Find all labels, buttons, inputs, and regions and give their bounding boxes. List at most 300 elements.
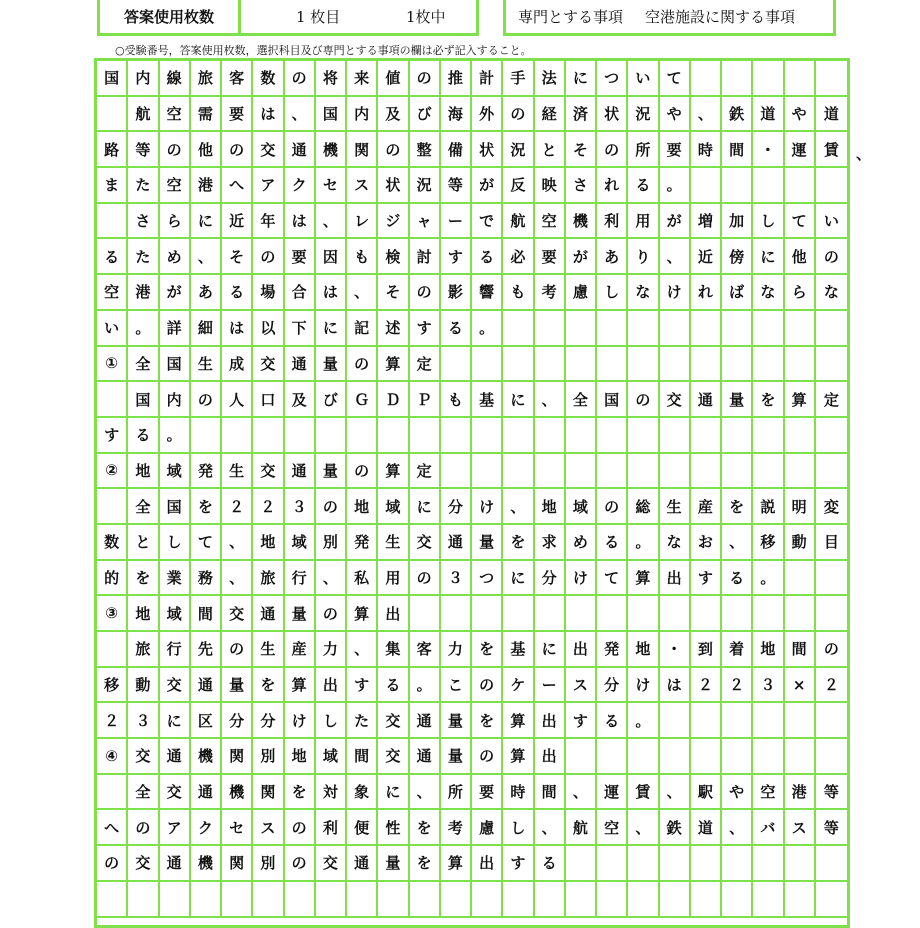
grid-cell: 国 <box>316 97 347 133</box>
grid-cell: 賃 <box>816 132 847 168</box>
grid-cell: 行 <box>285 561 316 597</box>
grid-cell: る <box>222 275 253 311</box>
grid-cell: 、 <box>222 525 253 561</box>
grid-cell <box>628 418 659 454</box>
grid-cell: 慮 <box>472 810 503 846</box>
grid-cell: ス <box>785 810 816 846</box>
grid-cell <box>441 347 472 383</box>
grid-cell: 国 <box>160 347 191 383</box>
grid-row <box>97 132 847 168</box>
grid-cell: 駅 <box>691 775 722 811</box>
grid-cell: 全 <box>128 775 159 811</box>
grid-cell: 記 <box>347 311 378 347</box>
grid-cell: 、 <box>691 97 722 133</box>
grid-cell: 近 <box>222 204 253 240</box>
grid-cell: 推 <box>441 61 472 97</box>
answer-grid <box>94 58 850 928</box>
grid-row <box>97 739 847 775</box>
grid-cell: 、 <box>535 810 566 846</box>
grid-cell: セ <box>316 168 347 204</box>
overflow-comma: 、 <box>856 145 872 163</box>
grid-cell: 要 <box>660 132 691 168</box>
grid-cell <box>816 596 847 632</box>
grid-row <box>97 418 847 454</box>
grid-cell: る <box>628 168 659 204</box>
grid-cell: 近 <box>691 239 722 275</box>
grid-cell: れ <box>597 168 628 204</box>
grid-cell: な <box>660 525 691 561</box>
grid-cell <box>785 418 816 454</box>
grid-cell: 間 <box>535 775 566 811</box>
grid-cell <box>753 454 784 490</box>
grid-cell: 通 <box>285 132 316 168</box>
grid-cell: の <box>97 846 128 882</box>
grid-row <box>97 703 847 739</box>
grid-cell: 性 <box>378 810 409 846</box>
grid-cell <box>816 347 847 383</box>
grid-cell: 産 <box>285 632 316 668</box>
grid-cell: 反 <box>503 168 534 204</box>
grid-cell: 交 <box>660 382 691 418</box>
grid-row <box>97 382 847 418</box>
grid-row <box>97 882 847 918</box>
grid-cell: 交 <box>160 668 191 704</box>
grid-cell: 便 <box>347 810 378 846</box>
grid-cell: 変 <box>816 489 847 525</box>
grid-cell: 機 <box>566 204 597 240</box>
grid-cell: ジ <box>378 204 409 240</box>
grid-cell <box>472 596 503 632</box>
grid-cell: 旅 <box>191 61 222 97</box>
grid-cell: 国 <box>97 61 128 97</box>
grid-cell: そ <box>378 275 409 311</box>
grid-cell <box>566 454 597 490</box>
grid-cell <box>472 454 503 490</box>
grid-cell: 交 <box>253 132 284 168</box>
grid-cell: 航 <box>503 204 534 240</box>
grid-cell <box>722 596 753 632</box>
grid-cell: 量 <box>222 668 253 704</box>
grid-cell: ス <box>347 168 378 204</box>
grid-cell: 移 <box>97 668 128 704</box>
grid-cell <box>816 61 847 97</box>
grid-cell: 。 <box>628 525 659 561</box>
grid-cell: 。 <box>628 703 659 739</box>
grid-cell <box>316 882 347 918</box>
grid-row <box>97 525 847 561</box>
grid-cell: 考 <box>535 275 566 311</box>
grid-cell: 通 <box>253 596 284 632</box>
grid-cell <box>785 561 816 597</box>
grid-cell: 総 <box>628 489 659 525</box>
grid-cell <box>816 739 847 775</box>
grid-cell <box>785 454 816 490</box>
grid-cell <box>660 454 691 490</box>
grid-cell: 空 <box>160 168 191 204</box>
grid-cell: し <box>503 810 534 846</box>
grid-cell: 客 <box>222 61 253 97</box>
grid-cell: の <box>128 810 159 846</box>
grid-cell: 通 <box>285 347 316 383</box>
grid-cell: を <box>191 489 222 525</box>
grid-cell: 通 <box>285 454 316 490</box>
grid-cell: 客 <box>410 632 441 668</box>
grid-row <box>97 347 847 383</box>
grid-cell <box>691 61 722 97</box>
grid-cell: す <box>97 418 128 454</box>
grid-cell: ら <box>160 204 191 240</box>
grid-cell: 算 <box>347 596 378 632</box>
grid-cell: 別 <box>253 739 284 775</box>
grid-cell: ３ <box>753 668 784 704</box>
grid-row <box>97 168 847 204</box>
grid-cell: 況 <box>503 132 534 168</box>
grid-cell: の <box>378 132 409 168</box>
grid-cell: 基 <box>472 382 503 418</box>
grid-cell: ケ <box>503 668 534 704</box>
grid-cell <box>191 882 222 918</box>
grid-cell: あ <box>597 239 628 275</box>
grid-cell <box>566 846 597 882</box>
grid-cell: 機 <box>191 846 222 882</box>
grid-cell: を <box>410 810 441 846</box>
grid-cell: 求 <box>535 525 566 561</box>
grid-cell: ２ <box>222 489 253 525</box>
grid-cell <box>722 454 753 490</box>
grid-cell <box>628 347 659 383</box>
grid-row <box>97 561 847 597</box>
grid-cell: 通 <box>691 382 722 418</box>
grid-cell: を <box>503 525 534 561</box>
grid-cell: し <box>316 703 347 739</box>
grid-cell <box>816 703 847 739</box>
grid-cell: バ <box>753 810 784 846</box>
grid-cell: が <box>160 275 191 311</box>
grid-cell: に <box>410 489 441 525</box>
grid-cell: の <box>410 61 441 97</box>
grid-cell: な <box>816 275 847 311</box>
grid-cell: 増 <box>691 204 722 240</box>
grid-cell: 対 <box>316 775 347 811</box>
grid-cell: 、 <box>503 489 534 525</box>
grid-cell: Ｄ <box>378 382 409 418</box>
grid-cell: し <box>160 525 191 561</box>
grid-cell: 交 <box>253 347 284 383</box>
grid-cell: の <box>410 275 441 311</box>
grid-cell: の <box>285 810 316 846</box>
grid-cell <box>753 311 784 347</box>
grid-cell: 機 <box>222 775 253 811</box>
grid-cell: 影 <box>441 275 472 311</box>
grid-cell: 地 <box>128 596 159 632</box>
grid-cell: の <box>597 489 628 525</box>
grid-cell: を <box>753 382 784 418</box>
grid-cell: 交 <box>222 596 253 632</box>
grid-cell <box>222 882 253 918</box>
grid-cell: 定 <box>410 454 441 490</box>
grid-cell: 数 <box>97 525 128 561</box>
grid-cell <box>628 454 659 490</box>
grid-cell: 慮 <box>566 275 597 311</box>
grid-cell <box>785 739 816 775</box>
grid-cell: の <box>472 739 503 775</box>
grid-cell: 外 <box>472 97 503 133</box>
grid-cell: な <box>628 275 659 311</box>
grid-cell <box>503 596 534 632</box>
grid-cell: は <box>660 668 691 704</box>
grid-cell <box>441 596 472 632</box>
grid-cell: 及 <box>378 97 409 133</box>
grid-cell: 区 <box>191 703 222 739</box>
grid-cell: の <box>222 132 253 168</box>
grid-cell: さ <box>566 168 597 204</box>
grid-cell: 算 <box>785 382 816 418</box>
grid-cell <box>816 311 847 347</box>
grid-cell: 、 <box>347 632 378 668</box>
grid-cell: 分 <box>222 703 253 739</box>
grid-cell: と <box>128 525 159 561</box>
grid-cell: も <box>347 239 378 275</box>
grid-cell: つ <box>472 561 503 597</box>
grid-cell <box>628 739 659 775</box>
grid-cell: け <box>285 703 316 739</box>
grid-cell: の <box>191 382 222 418</box>
grid-cell <box>660 739 691 775</box>
grid-cell: 定 <box>410 347 441 383</box>
grid-cell <box>566 311 597 347</box>
grid-cell: 関 <box>222 846 253 882</box>
grid-cell: 地 <box>128 454 159 490</box>
grid-cell: す <box>566 703 597 739</box>
grid-cell: 交 <box>316 846 347 882</box>
grid-cell <box>347 418 378 454</box>
grid-cell: 運 <box>597 775 628 811</box>
grid-cell: 。 <box>410 668 441 704</box>
grid-cell <box>566 596 597 632</box>
grid-cell: 手 <box>503 61 534 97</box>
grid-cell: 域 <box>378 489 409 525</box>
grid-cell: ３ <box>128 703 159 739</box>
grid-cell: 、 <box>222 561 253 597</box>
grid-cell: 量 <box>316 347 347 383</box>
specialty-value: 空港施設に関する事項 <box>645 8 796 26</box>
grid-cell: 、 <box>410 775 441 811</box>
grid-cell: に <box>503 561 534 597</box>
grid-cell <box>410 418 441 454</box>
grid-cell: 等 <box>816 775 847 811</box>
grid-cell: 路 <box>97 132 128 168</box>
grid-row <box>97 311 847 347</box>
grid-cell: そ <box>566 132 597 168</box>
grid-cell: の <box>628 382 659 418</box>
grid-cell: 以 <box>253 311 284 347</box>
grid-cell: ２ <box>816 668 847 704</box>
grid-cell: へ <box>222 168 253 204</box>
grid-cell: 討 <box>410 239 441 275</box>
grid-cell <box>816 882 847 918</box>
grid-cell: を <box>472 703 503 739</box>
grid-cell: な <box>753 275 784 311</box>
grid-cell: ば <box>722 275 753 311</box>
grid-cell: 集 <box>378 632 409 668</box>
grid-cell: 生 <box>191 347 222 383</box>
grid-cell: も <box>441 382 472 418</box>
grid-row <box>97 454 847 490</box>
grid-cell: 他 <box>191 132 222 168</box>
grid-cell: 合 <box>285 275 316 311</box>
grid-cell: 況 <box>628 97 659 133</box>
grid-cell <box>816 454 847 490</box>
grid-cell: 。 <box>753 561 784 597</box>
grid-cell: 等 <box>816 810 847 846</box>
grid-cell: 数 <box>253 61 284 97</box>
grid-cell: ② <box>97 454 128 490</box>
grid-cell: 。 <box>160 418 191 454</box>
grid-cell: 要 <box>285 239 316 275</box>
grid-cell <box>597 311 628 347</box>
grid-cell: 。 <box>128 311 159 347</box>
grid-cell <box>691 882 722 918</box>
grid-cell <box>441 418 472 454</box>
grid-cell: 口 <box>253 382 284 418</box>
grid-cell: 関 <box>222 739 253 775</box>
grid-cell <box>285 418 316 454</box>
grid-cell: に <box>535 632 566 668</box>
grid-cell: 生 <box>253 632 284 668</box>
grid-cell <box>535 454 566 490</box>
grid-cell: の <box>285 846 316 882</box>
grid-cell: 加 <box>722 204 753 240</box>
grid-cell: お <box>691 525 722 561</box>
grid-cell <box>597 846 628 882</box>
grid-cell: × <box>785 668 816 704</box>
grid-cell: や <box>722 775 753 811</box>
grid-cell: 港 <box>191 168 222 204</box>
grid-cell: け <box>660 275 691 311</box>
grid-cell <box>566 347 597 383</box>
grid-cell <box>285 882 316 918</box>
grid-cell: Ｇ <box>347 382 378 418</box>
grid-cell: め <box>566 525 597 561</box>
grid-cell: い <box>628 61 659 97</box>
grid-cell: 映 <box>535 168 566 204</box>
grid-cell: け <box>472 489 503 525</box>
grid-cell: 私 <box>347 561 378 597</box>
grid-cell: 的 <box>97 561 128 597</box>
grid-cell <box>785 703 816 739</box>
grid-cell <box>722 311 753 347</box>
grid-cell: 年 <box>253 204 284 240</box>
grid-cell: 交 <box>253 454 284 490</box>
grid-cell: 出 <box>378 596 409 632</box>
grid-cell: 出 <box>316 668 347 704</box>
grid-cell <box>691 168 722 204</box>
grid-cell: の <box>816 239 847 275</box>
grid-row <box>97 489 847 525</box>
grid-cell: 通 <box>441 525 472 561</box>
grid-cell: ス <box>253 810 284 846</box>
grid-cell <box>503 882 534 918</box>
grid-cell: 出 <box>472 846 503 882</box>
grid-cell: る <box>722 561 753 597</box>
grid-cell: 要 <box>535 239 566 275</box>
grid-cell: 関 <box>347 132 378 168</box>
grid-cell <box>97 204 128 240</box>
grid-cell: 量 <box>378 846 409 882</box>
grid-cell <box>691 418 722 454</box>
grid-cell <box>535 347 566 383</box>
grid-cell: 量 <box>722 382 753 418</box>
grid-cell: 細 <box>191 311 222 347</box>
grid-cell <box>753 739 784 775</box>
grid-cell <box>691 454 722 490</box>
grid-cell: 等 <box>128 132 159 168</box>
grid-cell <box>691 311 722 347</box>
grid-cell <box>597 454 628 490</box>
grid-cell: 状 <box>378 168 409 204</box>
grid-cell: 地 <box>285 739 316 775</box>
grid-cell <box>441 882 472 918</box>
grid-cell: ー <box>441 204 472 240</box>
grid-cell: こ <box>441 668 472 704</box>
grid-cell <box>97 97 128 133</box>
instruction-note: ○受験番号，答案使用枚数，選択科目及び専門とする事項の欄は必ず記入すること。 <box>115 44 532 57</box>
grid-cell: つ <box>597 61 628 97</box>
grid-cell: 、 <box>316 204 347 240</box>
grid-cell <box>97 882 128 918</box>
grid-cell <box>785 596 816 632</box>
grid-cell: ２ <box>253 489 284 525</box>
grid-cell <box>441 454 472 490</box>
grid-cell <box>628 846 659 882</box>
grid-cell <box>753 846 784 882</box>
grid-cell <box>660 846 691 882</box>
grid-cell: 出 <box>566 632 597 668</box>
grid-cell: が <box>472 168 503 204</box>
grid-cell: ２ <box>691 668 722 704</box>
grid-cell: 因 <box>316 239 347 275</box>
sheet-count-label: 答案使用枚数 <box>100 0 241 33</box>
grid-cell <box>503 454 534 490</box>
grid-cell: 通 <box>410 739 441 775</box>
grid-cell: 通 <box>191 775 222 811</box>
grid-cell: 生 <box>378 525 409 561</box>
grid-cell <box>597 882 628 918</box>
grid-cell <box>785 846 816 882</box>
grid-cell <box>660 347 691 383</box>
grid-cell: 基 <box>503 632 534 668</box>
grid-cell: 時 <box>503 775 534 811</box>
sheet-total: 1枚中 <box>406 8 446 26</box>
grid-cell: 場 <box>253 275 284 311</box>
grid-cell: 旅 <box>128 632 159 668</box>
grid-cell: る <box>597 703 628 739</box>
grid-cell: 先 <box>191 632 222 668</box>
grid-cell: る <box>378 668 409 704</box>
grid-cell: る <box>535 846 566 882</box>
grid-cell: 間 <box>347 739 378 775</box>
grid-cell: 道 <box>691 810 722 846</box>
grid-cell: 全 <box>128 489 159 525</box>
grid-cell: Ｐ <box>410 382 441 418</box>
grid-cell <box>753 596 784 632</box>
grid-cell <box>535 882 566 918</box>
grid-cell: 鉄 <box>660 810 691 846</box>
grid-cell <box>535 311 566 347</box>
grid-cell: 所 <box>628 132 659 168</box>
grid-cell: を <box>253 668 284 704</box>
grid-cell <box>660 418 691 454</box>
